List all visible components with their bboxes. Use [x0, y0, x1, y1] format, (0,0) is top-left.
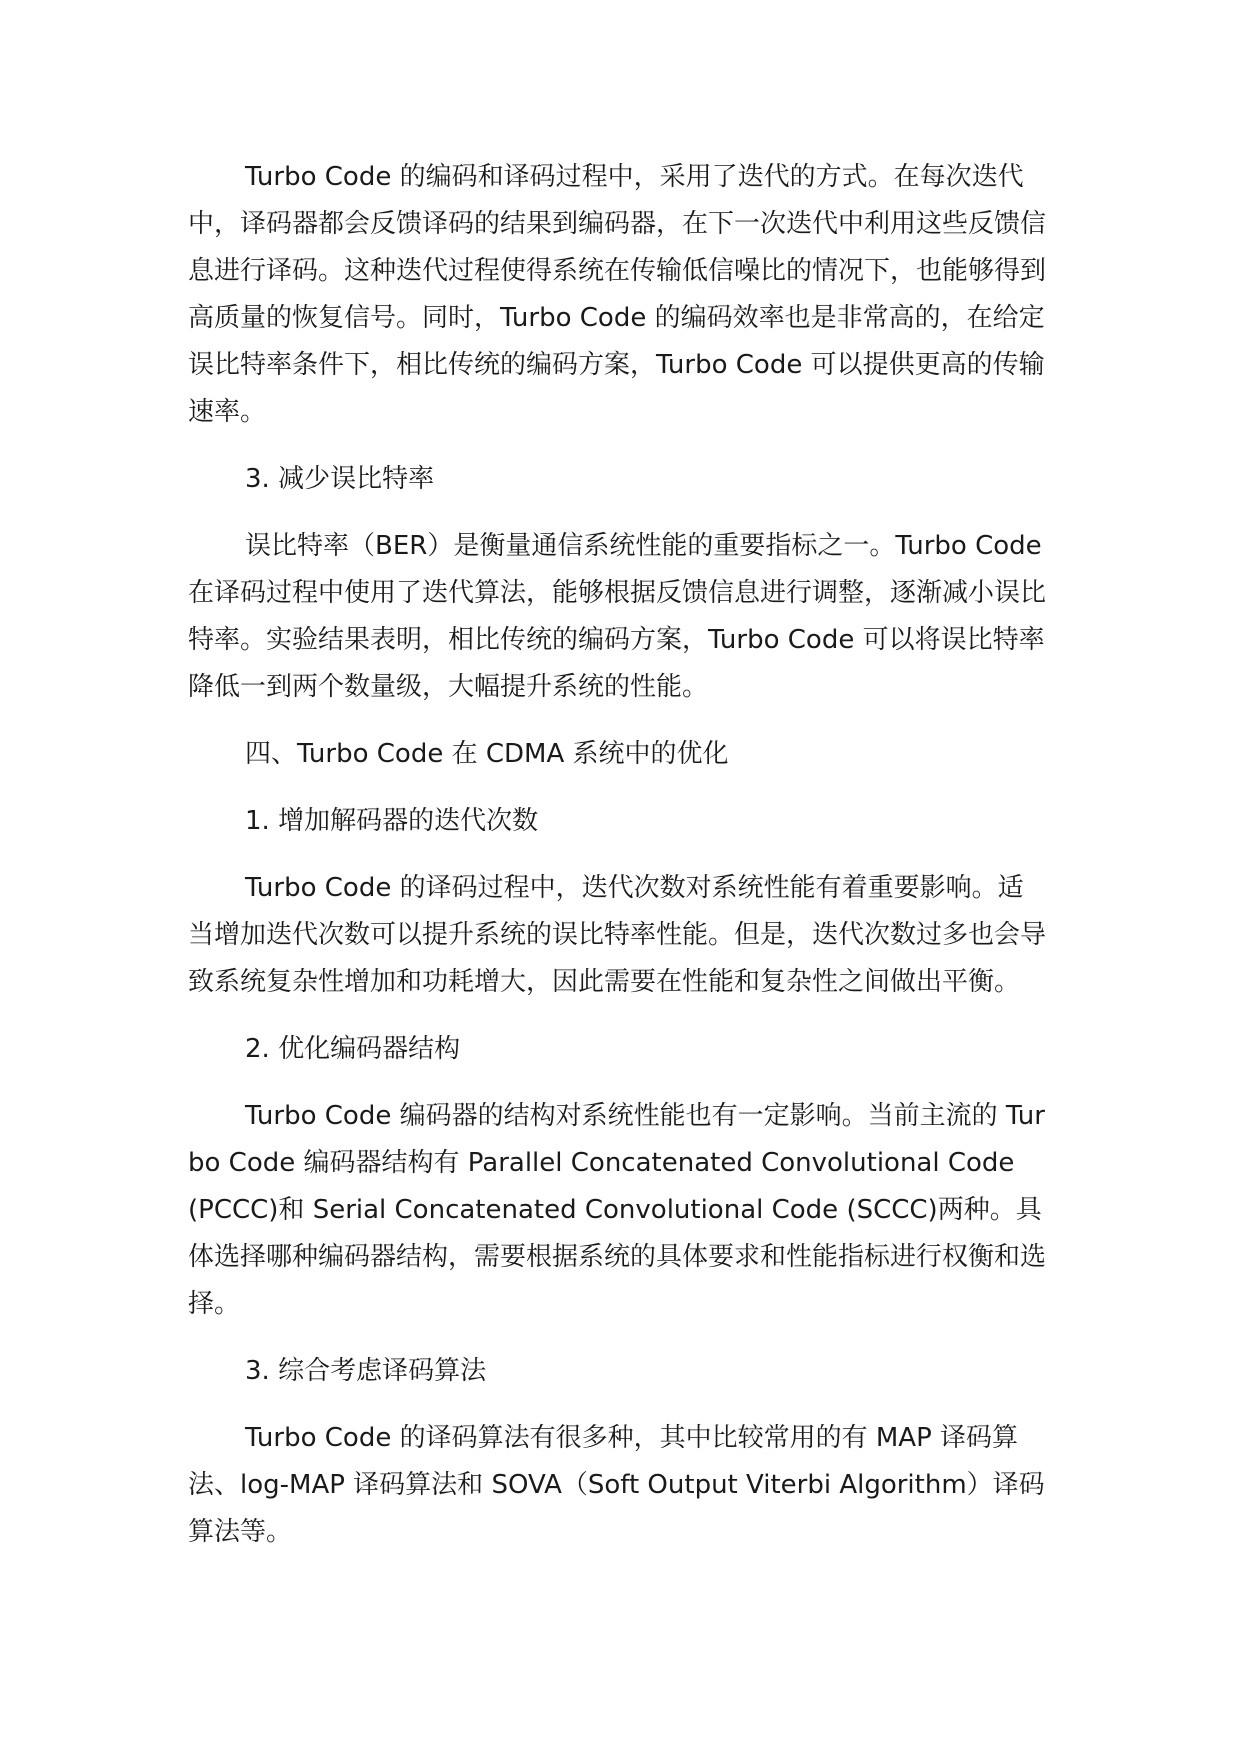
- heading-reduce-ber: 3. 减少误比特率: [245, 464, 435, 494]
- document-body: [188, 154, 1048, 1576]
- paragraph-encoder-structure: Turbo Code 编码器的结构对系统性能也有一定影响。当前主流的 Turbo Code 编码器结构有 Parallel Concatenated Convolutional Code (PCCC)和 Serial Concatenated Convolutional Code (SCCC)两种。具体选择哪种编码器结构，需要根据系统的具体要求和性能指标进行权衡和选择。: [188, 1101, 1047, 1319]
- paragraph-ber: 误比特率（BER）是衡量通信系统性能的重要指标之一。Turbo Code 在译码过程中使用了迭代算法，能够根据反馈信息进行调整，逐渐减小误比特率。实验结果表明，相比传统的编码方案，Turbo Code 可以将误比特率降低一到两个数量级，大幅提升系统的性能。: [188, 531, 1047, 702]
- heading-section-four: 四、Turbo Code 在 CDMA 系统中的优化: [245, 739, 729, 769]
- paragraph-decoding-algorithms: Turbo Code 的译码算法有很多种，其中比较常用的有 MAP 译码算法、log-MAP 译码算法和 SOVA（Soft Output Viterbi Algorithm）译码算法等。: [188, 1423, 1045, 1547]
- heading-decoding-algorithm: 3. 综合考虑译码算法: [245, 1356, 487, 1386]
- paragraph-turbo-iteration: Turbo Code 的编码和译码过程中，采用了迭代的方式。在每次迭代中，译码器都会反馈译码的结果到编码器，在下一次迭代中利用这些反馈信息进行译码。这种迭代过程使得系统在传输低信噪比的情况下，也能够得到高质量的恢复信号。同时，Turbo Code 的编码效率也是非常高的，在给定误比特率条件下，相比传统的编码方案，Turbo Code 可以提供更高的传输速率。: [188, 162, 1047, 427]
- paragraph-iterations: Turbo Code 的译码过程中，迭代次数对系统性能有着重要影响。适当增加迭代次数可以提升系统的误比特率性能。但是，迭代次数过多也会导致系统复杂性增加和功耗增大，因此需要在性能和复杂性之间做出平衡。: [188, 873, 1047, 997]
- heading-increase-iterations: 1. 增加解码器的迭代次数: [245, 806, 539, 836]
- heading-optimize-encoder: 2. 优化编码器结构: [245, 1034, 461, 1064]
